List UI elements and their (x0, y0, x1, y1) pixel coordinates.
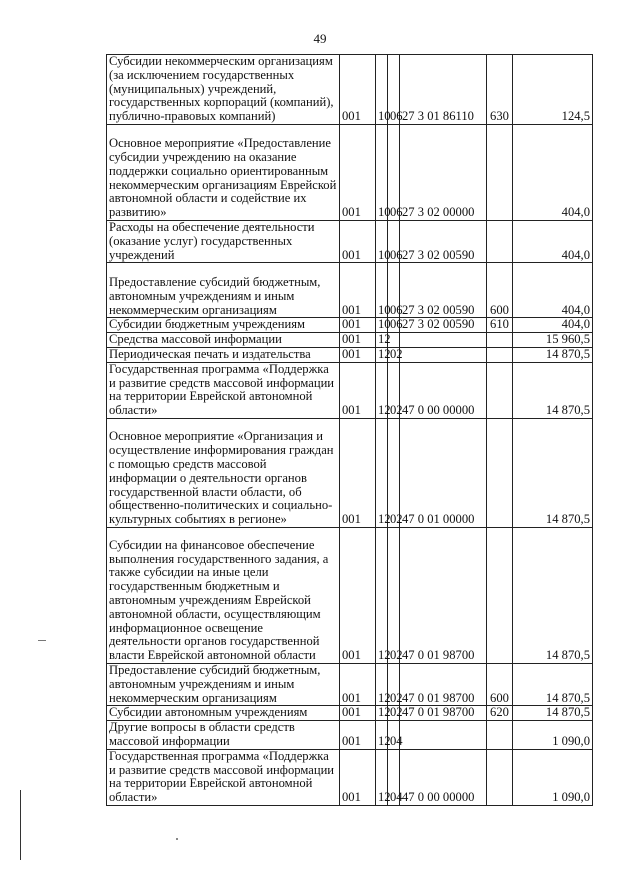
row-name: Периодическая печать и издательства (107, 347, 340, 362)
margin-mark (38, 640, 46, 641)
cell-podrazdel: 02 (388, 706, 400, 721)
cell-ved: 001 (340, 418, 376, 527)
table-row (107, 663, 593, 705)
table-row (107, 221, 593, 263)
cell-razdel: 12 (376, 347, 388, 362)
row-name: Основное мероприятие «Организация и осуществление информирования граждан с помощью средств массовой информации о деятельности органов государственной власти области, об общественно-политических и социально-культурных событиях в регионе» (107, 418, 340, 527)
table-row (107, 318, 593, 333)
cell-vr: 630 (487, 55, 513, 125)
cell-podrazdel: 02 (388, 418, 400, 527)
table-row (107, 347, 593, 362)
table-row (107, 721, 593, 750)
cell-ved: 001 (340, 527, 376, 663)
row-name: Другие вопросы в области средств массовой информации (107, 721, 340, 750)
scan-speck (176, 838, 178, 840)
cell-vr (487, 527, 513, 663)
cell-vr: 620 (487, 706, 513, 721)
cell-csr: 47 0 01 98700 (400, 527, 487, 663)
cell-csr: 27 3 02 00590 (400, 221, 487, 263)
cell-ved: 001 (340, 263, 376, 318)
cell-ved: 001 (340, 221, 376, 263)
row-name: Субсидии бюджетным учреждениям (107, 318, 340, 333)
cell-csr: 47 0 01 98700 (400, 706, 487, 721)
cell-vr: 610 (487, 318, 513, 333)
cell-razdel: 12 (376, 663, 388, 705)
cell-amount: 404,0 (513, 125, 593, 221)
cell-csr: 47 0 00 00000 (400, 362, 487, 418)
cell-razdel: 12 (376, 418, 388, 527)
table-row (107, 706, 593, 721)
cell-amount: 124,5 (513, 55, 593, 125)
row-name: Государственная программа «Поддержка и развитие средств массовой информации на территории Еврейской автономной области» (107, 362, 340, 418)
row-name: Субсидии некоммерческим организациям (за исключением государственных (муниципальных) учреждений, государственных корпораций (компаний), публично-правовых компаний) (107, 55, 340, 125)
cell-amount: 14 870,5 (513, 527, 593, 663)
cell-vr: 600 (487, 663, 513, 705)
cell-razdel: 10 (376, 125, 388, 221)
table-row (107, 362, 593, 418)
cell-podrazdel: 02 (388, 527, 400, 663)
cell-podrazdel: 04 (388, 749, 400, 805)
cell-ved: 001 (340, 125, 376, 221)
cell-razdel: 12 (376, 362, 388, 418)
cell-ved: 001 (340, 721, 376, 750)
cell-razdel: 12 (376, 721, 388, 750)
cell-podrazdel: 06 (388, 221, 400, 263)
row-name: Расходы на обеспечение деятельности (оказание услуг) государственных учреждений (107, 221, 340, 263)
row-name: Средства массовой информации (107, 333, 340, 348)
cell-vr (487, 362, 513, 418)
cell-vr: 600 (487, 263, 513, 318)
cell-podrazdel: 04 (388, 721, 400, 750)
cell-razdel: 10 (376, 55, 388, 125)
table-row (107, 55, 593, 125)
table-row (107, 418, 593, 527)
cell-csr: 27 3 02 00000 (400, 125, 487, 221)
row-name: Субсидии на финансовое обеспечение выполнения государственного задания, а также субсидии на иные цели государственным бюджетным и автономным учреждениям Еврейской автономной области, осуществляющим информационное освещение деятельности органов государственной власти Еврейской автономной области (107, 527, 340, 663)
cell-razdel: 12 (376, 527, 388, 663)
cell-ved: 001 (340, 362, 376, 418)
cell-amount: 1 090,0 (513, 749, 593, 805)
cell-csr (400, 721, 487, 750)
cell-csr: 27 3 02 00590 (400, 263, 487, 318)
row-name: Предоставление субсидий бюджетным, автономным учреждениям и иным некоммерческим организациям (107, 663, 340, 705)
cell-amount: 15 960,5 (513, 333, 593, 348)
cell-vr (487, 333, 513, 348)
table-row (107, 333, 593, 348)
table-row (107, 527, 593, 663)
cell-podrazdel: 06 (388, 318, 400, 333)
cell-podrazdel: 02 (388, 663, 400, 705)
cell-csr: 47 0 00 00000 (400, 749, 487, 805)
row-name: Государственная программа «Поддержка и развитие средств массовой информации на территории Еврейской автономной области» (107, 749, 340, 805)
cell-ved: 001 (340, 55, 376, 125)
cell-vr (487, 125, 513, 221)
cell-ved: 001 (340, 347, 376, 362)
table-row (107, 749, 593, 805)
cell-podrazdel: 02 (388, 347, 400, 362)
cell-razdel: 10 (376, 221, 388, 263)
cell-podrazdel: 06 (388, 263, 400, 318)
cell-amount: 404,0 (513, 318, 593, 333)
row-name: Субсидии автономным учреждениям (107, 706, 340, 721)
table-row (107, 125, 593, 221)
budget-table (106, 54, 593, 806)
cell-razdel: 10 (376, 318, 388, 333)
table-row (107, 263, 593, 318)
cell-amount: 14 870,5 (513, 362, 593, 418)
cell-csr (400, 333, 487, 348)
cell-amount: 404,0 (513, 263, 593, 318)
cell-vr (487, 418, 513, 527)
cell-podrazdel: 06 (388, 125, 400, 221)
cell-vr (487, 347, 513, 362)
cell-amount: 14 870,5 (513, 418, 593, 527)
cell-razdel: 12 (376, 749, 388, 805)
cell-csr: 47 0 01 00000 (400, 418, 487, 527)
binding-line (20, 790, 21, 860)
page-number: 49 (313, 31, 327, 46)
cell-amount: 14 870,5 (513, 347, 593, 362)
cell-amount: 14 870,5 (513, 706, 593, 721)
row-name: Основное мероприятие «Предоставление субсидии учреждению на оказание поддержки социально ориентированным некоммерческим организациям Еврейской автономной области и содействие их развитию» (107, 125, 340, 221)
cell-csr: 27 3 01 86110 (400, 55, 487, 125)
cell-razdel: 12 (376, 706, 388, 721)
cell-ved: 001 (340, 706, 376, 721)
cell-ved: 001 (340, 333, 376, 348)
cell-amount: 1 090,0 (513, 721, 593, 750)
cell-amount: 404,0 (513, 221, 593, 263)
cell-vr (487, 749, 513, 805)
cell-csr (400, 347, 487, 362)
cell-razdel: 12 (376, 333, 388, 348)
cell-ved: 001 (340, 749, 376, 805)
cell-amount: 14 870,5 (513, 663, 593, 705)
cell-ved: 001 (340, 318, 376, 333)
cell-csr: 27 3 02 00590 (400, 318, 487, 333)
row-name: Предоставление субсидий бюджетным, автономным учреждениям и иным некоммерческим организациям (107, 263, 340, 318)
cell-ved: 001 (340, 663, 376, 705)
cell-podrazdel: 06 (388, 55, 400, 125)
cell-vr (487, 721, 513, 750)
cell-csr: 47 0 01 98700 (400, 663, 487, 705)
cell-podrazdel: 02 (388, 362, 400, 418)
cell-vr (487, 221, 513, 263)
cell-razdel: 10 (376, 263, 388, 318)
